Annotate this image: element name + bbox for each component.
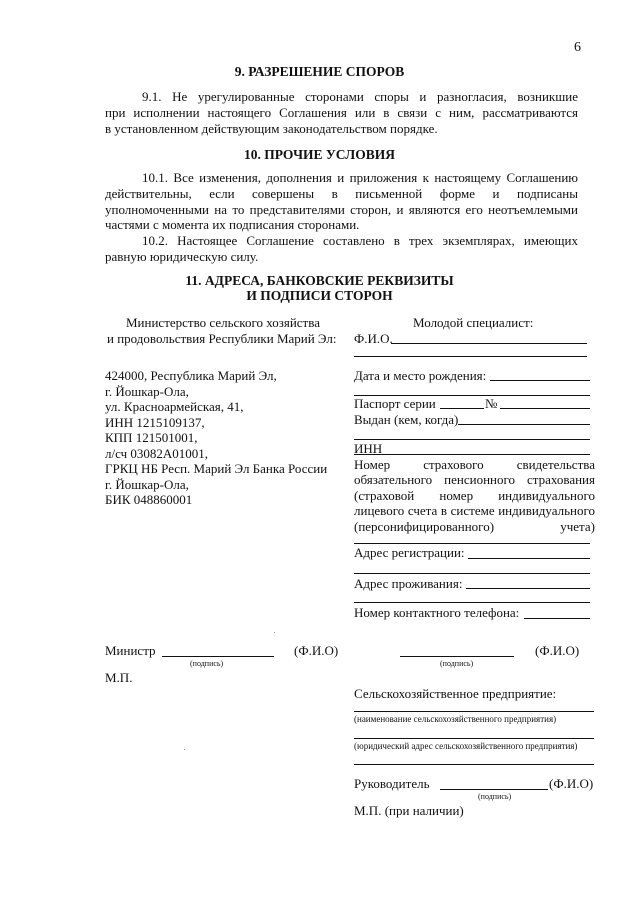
minister-signature-line (162, 656, 274, 657)
minister-signature-caption: (подпись) (190, 659, 224, 668)
paragraph-line: в установленном действующим законодательством порядке. (105, 120, 438, 136)
section-11-heading-line1: 11. АДРЕСА, БАНКОВСКИЕ РЕКВИЗИТЫ (185, 273, 454, 288)
paragraph-line: 9.1. Не урегулированные сторонами споры и разногласия, возникшие (142, 89, 578, 104)
section-9-paragraph (105, 89, 578, 136)
paragraph-line: при исполнении настоящего Соглашения или в связи с ним, рассматриваются (105, 104, 578, 120)
birth-field-line (490, 380, 590, 381)
scan-speck (274, 632, 275, 633)
paragraph-line: уполномоченными на то представителями сторон, и являются его неотъемлемыми (105, 201, 578, 217)
fio-field-line-2 (354, 356, 587, 357)
live-address-label: Адрес проживания: (354, 576, 463, 591)
phone-field-line (524, 618, 590, 619)
requisite-line: г. Йошкар-Ола, (105, 476, 189, 492)
section-10-paragraph-2 (105, 233, 578, 265)
inn-field-line (354, 454, 590, 455)
agro-extra-line (354, 764, 594, 765)
requisite-line: 424000, Республика Марий Эл, (105, 368, 277, 383)
head-signature-caption: (подпись) (478, 792, 512, 801)
reg-address-line (468, 558, 590, 559)
section-10-heading: 10. ПРОЧИЕ УСЛОВИЯ (243, 147, 395, 162)
snils-line: обязательного пенсионного страхования (354, 472, 595, 488)
ministry-stamp: М.П. (105, 670, 133, 685)
snils-line: лицевого счета в системе индивидуального (354, 503, 595, 519)
page-number: 6 (574, 40, 581, 55)
young-specialist-title: Молодой специалист: (413, 315, 534, 330)
phone-label: Номер контактного телефона: (354, 605, 520, 620)
requisite-line: БИК 048860001 (105, 492, 193, 507)
section-9-heading: 9. РАЗРЕШЕНИЕ СПОРОВ (234, 64, 405, 79)
snils-line: (страховой номер индивидуального (354, 487, 595, 503)
agro-stamp: М.П. (при наличии) (354, 803, 464, 818)
minister-fio-label: (Ф.И.О) (294, 643, 339, 658)
inn-label: ИНН (354, 441, 383, 456)
head-label: Руководитель (354, 776, 430, 791)
requisite-line: ИНН 1215109137, (105, 414, 205, 430)
reg-address-label: Адрес регистрации: (354, 545, 465, 560)
snils-line: Номер страхового свидетельства (354, 457, 595, 472)
ministry-title-line2: и продовольствия Республики Марий Эл: (107, 331, 337, 346)
requisite-line: КПП 121501001, (105, 430, 198, 445)
agro-name-line (354, 711, 594, 712)
snils-block (354, 457, 595, 534)
head-signature-line (440, 789, 548, 790)
agro-address-line (354, 738, 594, 739)
requisite-line: л/сч 03082А01001, (105, 445, 209, 461)
ministry-requisites (105, 368, 327, 508)
requisite-line: г. Йошкар-Ола, (105, 383, 189, 399)
section-11-heading-line2: И ПОДПИСИ СТОРОН (246, 288, 393, 303)
passport-number-sign: № (485, 396, 498, 411)
specialist-signature-caption: (подпись) (440, 659, 474, 668)
paragraph-line: равную юридическую силу. (105, 248, 259, 264)
scan-speck (184, 749, 185, 750)
snils-field-line (354, 543, 590, 544)
agro-name-caption: (наименование сельскохозяйственного предприятия) (354, 714, 557, 724)
paragraph-line: 10.1. Все изменения, дополнения и приложения к настоящему Соглашению (142, 170, 578, 185)
agro-address-caption: (юридический адрес сельскохозяйственного предприятия) (354, 741, 578, 751)
requisite-line: ГРКЦ НБ Респ. Марий Эл Банка России (105, 461, 328, 476)
agro-enterprise-title: Сельскохозяйственное предприятие: (354, 686, 557, 701)
section-10-paragraph-1 (105, 170, 578, 233)
specialist-signature-line (400, 656, 514, 657)
live-address-line (466, 588, 590, 589)
paragraph-line: действительны, если совершены в письменной форме и подписаны (105, 185, 578, 201)
passport-number-line (500, 408, 590, 409)
paragraph-line: 10.2. Настоящее Соглашение составлено в трех экземплярах, имеющих (142, 233, 578, 248)
snils-line: (персонифицированного) учета) (354, 518, 595, 534)
passport-label: Паспорт серии (354, 396, 436, 411)
fio-label: Ф.И.О. (354, 331, 393, 346)
paragraph-line: частями с момента их подписания сторонами. (105, 217, 360, 233)
ministry-title-line1: Министерство сельского хозяйства (126, 315, 320, 330)
specialist-fio-label: (Ф.И.О) (535, 643, 580, 658)
head-fio-label: (Ф.И.О) (549, 776, 594, 791)
live-address-line-2 (354, 602, 590, 603)
minister-label: Министр (105, 643, 156, 658)
requisite-line: ул. Красноармейская, 41, (105, 399, 244, 414)
issued-field-line (458, 424, 590, 425)
fio-field-line (391, 343, 587, 344)
issued-field-line-2 (354, 439, 590, 440)
passport-series-line (440, 408, 484, 409)
birth-label: Дата и место рождения: (354, 368, 487, 383)
issued-label: Выдан (кем, когда) (354, 412, 459, 427)
reg-address-line-2 (354, 573, 590, 574)
